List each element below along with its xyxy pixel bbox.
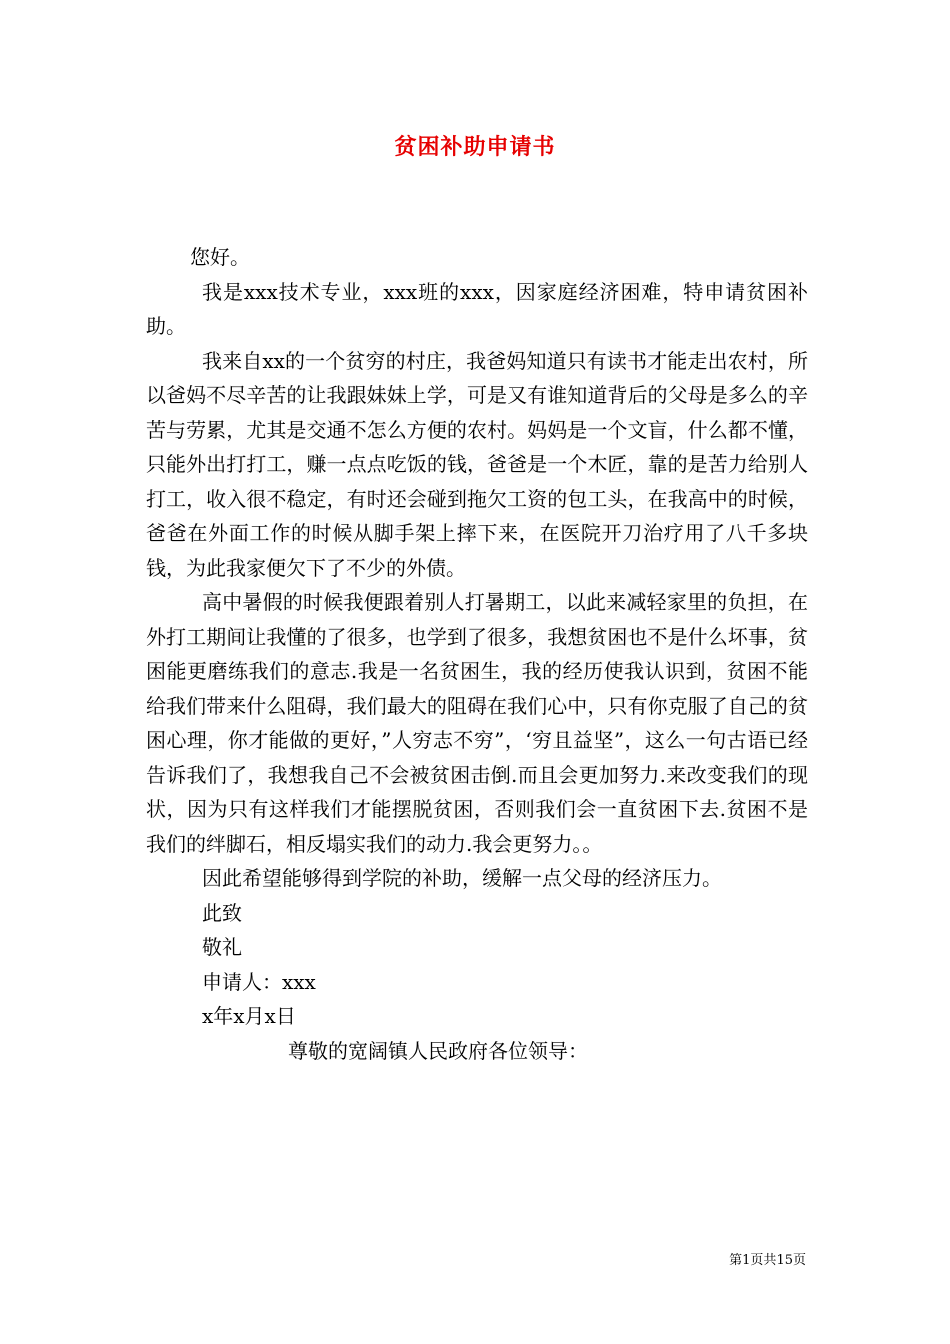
paragraph-3: 高中暑假的时候我便跟着别人打暑期工，以此来减轻家里的负担，在外打工期间让我懂的了很多，也学到了很多，我想贫困也不是什么坏事，贫困能更磨练我们的意志.我是一名贫困生，我的经历使我认识到，贫困不能给我们带来什么阻碍，我们最大的阻碍在我们心中，只有你克服了自己的贫困心理，你才能做的更好，”人穷志不穷”，‘穷且益坚”，这么一句古语已经告诉我们了，我想我自己不会被贫困击倒.而且会更加努力.来改变我们的现状，因为只有这样我们才能摆脱贫困，否则我们会一直贫困下去.贫困不是我们的绊脚石，相反塌实我们的动力.我会更努力。。 — [146, 590, 808, 856]
page-number-footer — [729, 1249, 806, 1268]
closing-jingli: 敬礼 — [202, 935, 242, 959]
paragraph-1: 我是xxx技术专业，xxx班的xxx，因家庭经济困难，特申请贫困补助。 — [146, 279, 808, 338]
footer-prefix: 第 — [729, 1253, 743, 1268]
footer-middle: 页共 — [750, 1253, 777, 1268]
document-title: 贫困补助申请书 — [394, 134, 556, 160]
closing-request: 因此希望能够得到学院的补助，缓解一点父母的经济压力。 — [202, 866, 722, 890]
closing-cizhi: 此致 — [202, 900, 242, 925]
next-letter-salutation: 尊敬的宽阔镇人民政府各位领导： — [288, 1038, 588, 1063]
footer-suffix: 页 — [792, 1253, 806, 1268]
date-line: x年x月x日 — [202, 1004, 296, 1028]
greeting: 您好。 — [190, 245, 250, 269]
document-body — [146, 240, 808, 1068]
paragraph-2: 我来自xx的一个贫穷的村庄，我爸妈知道只有读书才能走出农村，所以爸妈不尽辛苦的让我跟妹妹上学，可是又有谁知道背后的父母是多么的辛苦与劳累，尤其是交通不怎么方便的农村。妈妈是一个文盲，什么都不懂，只能外出打打工，赚一点点吃饭的钱，爸爸是一个木匠，靠的是苦力给别人打工，收入很不稳定，有时还会碰到拖欠工资的包工头，在我高中的时候，爸爸在外面工作的时候从脚手架上摔下来，在医院开刀治疗用了八千多块钱，为此我家便欠下了不少的外债。 — [146, 348, 808, 580]
applicant-line: 申请人：xxx — [202, 969, 316, 994]
footer-current-page: 1 — [742, 1253, 751, 1268]
footer-total-pages: 15 — [776, 1253, 793, 1268]
